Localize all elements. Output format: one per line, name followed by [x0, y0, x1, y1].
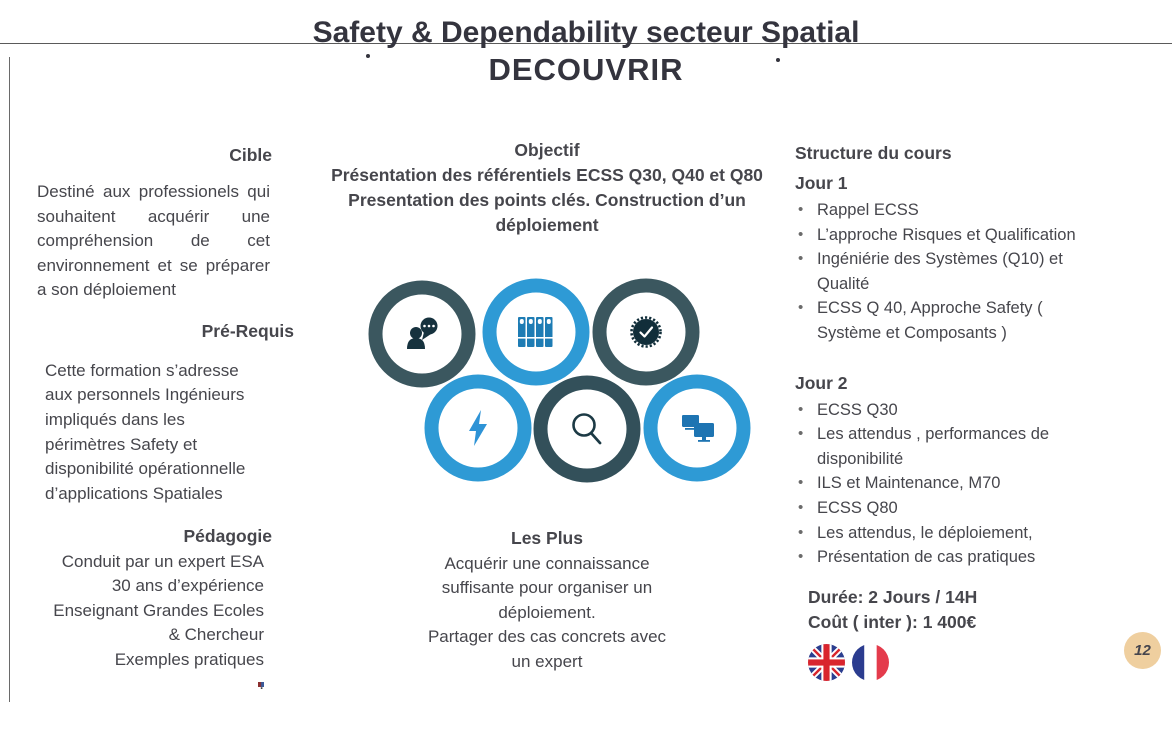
list-item: • ILS et Maintenance, M70: [795, 471, 1080, 496]
tiny-logo-mark: [258, 682, 264, 687]
objectif-heading: Objectif: [514, 140, 580, 160]
uk-flag-icon: [808, 644, 845, 681]
title-line1: Safety & Dependability secteur Spatial: [312, 16, 860, 49]
pedagogie-lines: [10, 550, 272, 697]
list-item: [10, 672, 264, 697]
jour1-list: [795, 198, 1080, 346]
list-item: • Les attendus , performances de disponibilité: [795, 422, 1080, 471]
lightning-icon: [469, 410, 487, 446]
magnifier-icon: [574, 415, 601, 444]
list-item: • ECSS Q80: [795, 496, 1080, 521]
prerequis-heading: Pré-Requis: [201, 320, 294, 341]
list-item: • Les attendus, le déploiement,: [795, 521, 1080, 546]
page-number-badge: [1124, 632, 1161, 669]
france-flag-icon: [852, 644, 889, 681]
list-item: • Présentation de cas pratiques: [795, 545, 1080, 570]
objectif-line1: Présentation des référentiels ECSS Q30, Q40 et Q80: [331, 165, 763, 185]
jour2-list: [795, 398, 1080, 570]
cible-text: Destiné aux professionels qui souhaitent acquérir une compréhension de cet environnement et se préparer a son déploiement: [37, 182, 270, 299]
title-dot: [776, 58, 780, 62]
person-chat-icon: [407, 318, 438, 350]
cible-heading: Cible: [229, 145, 272, 165]
structure-heading: Structure du cours: [795, 143, 952, 163]
title-dot: [366, 54, 370, 58]
list-item: • ECSS Q30: [795, 398, 1080, 423]
binders-icon: [518, 317, 553, 347]
list-item: • L’approche Risques et Qualification: [795, 223, 1080, 248]
list-item: • Rappel ECSS: [795, 198, 1080, 223]
list-item: 30 ans d’expérience: [111, 576, 264, 596]
left-column: [10, 140, 294, 697]
list-item: • Ingéniérie des Systèmes (Q10) et Qualité: [795, 247, 1080, 296]
page-number: 12: [1134, 642, 1151, 659]
prerequis-text: Cette formation s’adresse aux personnels Ingénieurs impliqués dans les périmètres Safety et disponibilité opérationnelle d’applications Spatiales: [45, 360, 246, 504]
duration-text: Durée: 2 Jours / 14H: [808, 586, 978, 607]
les-plus-section: [313, 526, 781, 674]
jour1-heading: Jour 1: [795, 173, 848, 193]
pedagogie-heading: Pédagogie: [183, 525, 272, 546]
objectif-line2: Presentation des points clés. Construction d’un déploiement: [348, 190, 746, 235]
ring-dark: [376, 288, 469, 381]
list-item: Exemples pratiques: [114, 649, 264, 669]
price-block: [808, 585, 1080, 635]
list-item: & Chercheur: [168, 625, 264, 645]
jour2-heading: Jour 2: [795, 372, 848, 393]
rings-graphic: [360, 273, 760, 488]
computers-icon: [682, 415, 714, 442]
list-item: Conduit par un expert ESA: [61, 551, 264, 571]
ring-dark: [541, 383, 634, 476]
cost-text: Coût ( inter ): 1 400€: [808, 611, 977, 632]
language-flags: [808, 644, 1080, 681]
objectif-section: [313, 133, 781, 238]
les-plus-heading: Les Plus: [511, 528, 583, 548]
les-plus-line1: Acquérir une connaissance suffisante pour organiser un déploiement.: [441, 553, 653, 622]
certified-badge-icon: [632, 318, 661, 347]
list-item: Enseignant Grandes Ecoles: [53, 600, 264, 620]
list-item: • ECSS Q 40, Approche Safety ( Système et Composants ): [795, 296, 1080, 345]
les-plus-line2: Partager des cas concrets avec un expert: [427, 627, 667, 671]
title-line2: DECOUVRIR: [488, 52, 684, 87]
course-structure-section: [795, 137, 1080, 681]
slide-title: [0, 16, 1172, 87]
